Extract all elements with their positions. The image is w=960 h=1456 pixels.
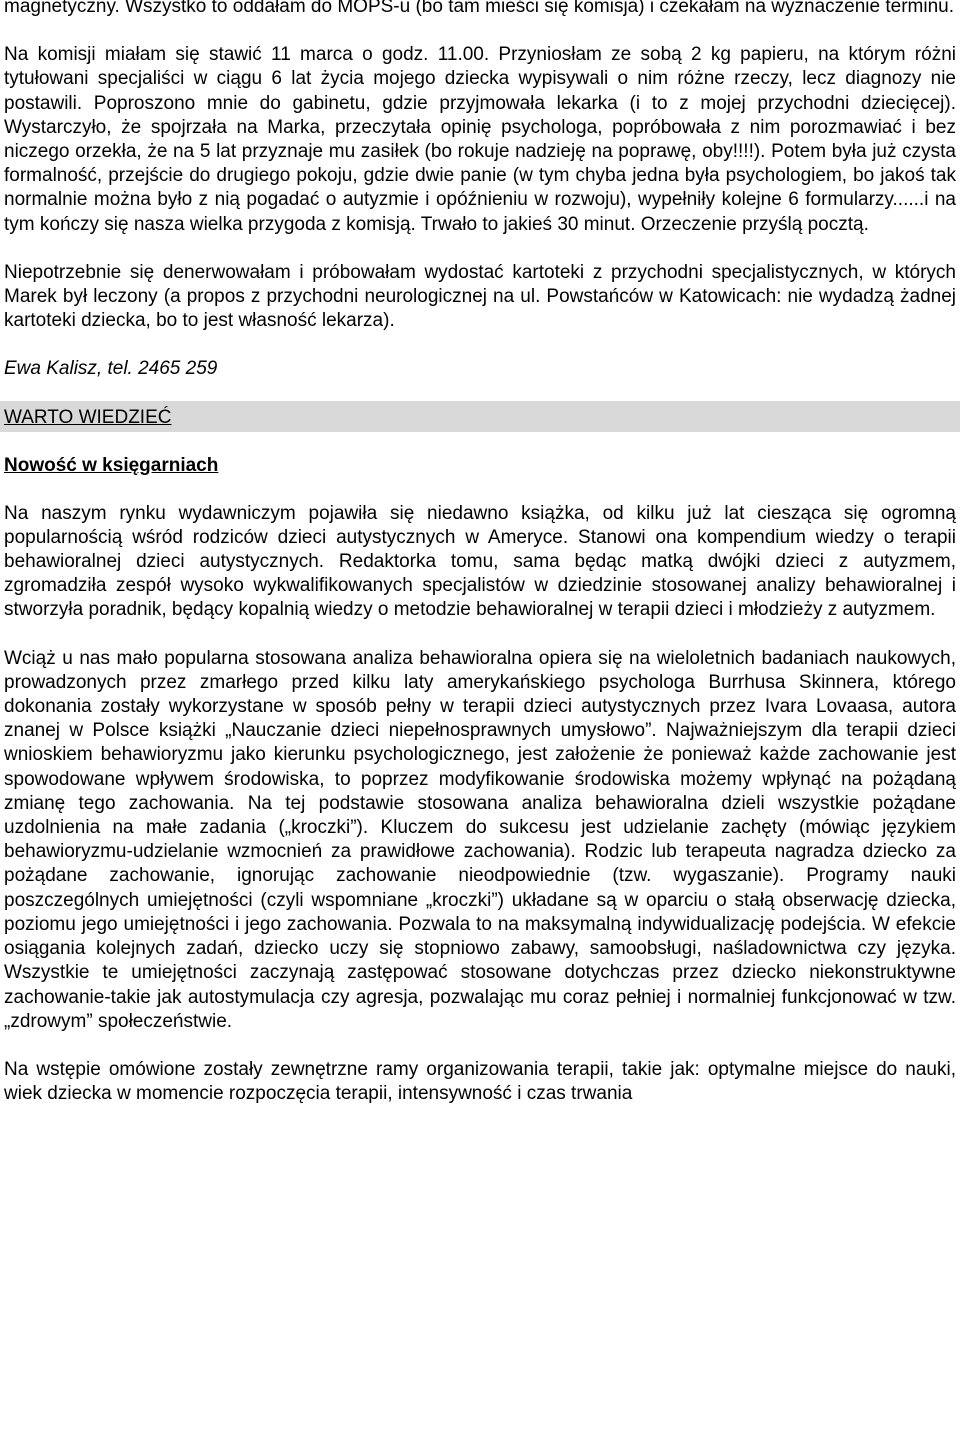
author-signature: Ewa Kalisz, tel. 2465 259 [4, 358, 218, 380]
section-title: WARTO WIEDZIEĆ [4, 407, 172, 429]
paragraph-spacer [4, 623, 956, 647]
section-header-bar [0, 401, 960, 432]
paragraph-therapy-framework: Na wstępie omówione zostały zewnętrzne ramy organizowania terapii, takie jak: optymalne miejsce do nauki, wiek dziecka w momencie rozpoczęcia terapii, intensywność i czas trwania [4, 1058, 956, 1105]
paragraph-behavioral-analysis: Wciąż u nas mało popularna stosowana analiza behawioralna opiera się na wieloletnich badaniach naukowych, prowadzonych przez zmarłego przed kilku laty amerykańskiego psychologa Burrhusa Skinnera, którego dokonania zostały wykorzystane w sposób pełny w terapii dzieci autystycznych przez Ivara Lovaasa, autora znanej w Polsce książki „Nauczanie dzieci niepełnosprawnych umysłowo”. Najważniejszym dla terapii dzieci wnioskiem behawioryzmu jako kierunku psychologicznego, jest założenie że ponieważ każde zachowanie jest spowodowane wpływem środowiska, to poprzez modyfikowanie środowiska możemy wpłynąć na pożądaną zmianę tego zachowania. Na tej podstawie stosowana analiza behawioralna dzieli wszystkie pożądane uzdolnienia na małe zadania („kroczki”). Kluczem do sukcesu jest udzielanie zachęty (mówiąc językiem behawioryzmu-udzielanie wzmocnień za prawidłowe zachowania). Rodzic lub terapeuta nagradza dziecko za pożądane zachowanie, ignorując zachowanie nieodpowiednie (tzw. wygaszanie). Programy nauki poszczególnych umiejętności (czyli wspomniane „kroczki”) układane są w oparciu o stałą obserwację dziecka, poziomu jego umiejętności i jego zachowania. Pozwala to na maksymalną indywidualizację podejścia. W efekcie osiągania kolejnych zadań, dziecko uczy się stopniowo zabawy, samoobsługi, naśladownictwa czy języka. Wszystkie te umiejętności zaczynają zastępować stosowane dotychczas przez dziecko niekonstruktywne zachowanie-takie jak autostymulacja czy agresja, pozwalając mu coraz pełniej i normalniej funkcjonować w tzw. „zdrowym” społeczeństwie. [4, 647, 956, 1032]
paragraph-spacer [4, 19, 956, 43]
paragraph-spacer [4, 478, 956, 502]
section-subheading: Nowość w księgarniach [4, 454, 219, 476]
paragraph-book-intro: Na naszym rynku wydawniczym pojawiła się niedawno książka, od kilku już lat ciesząca się ogromną popularnością wśród rodziców dzieci autystycznych w Ameryce. Stanowi ona kompendium wiedzy o terapii behawioralnej dzieci autystycznych. Redaktorka tomu, sama będąc matką dwójki dzieci z autyzmem, zgromadziła zespół wysoko wykwalifikowanych specjalistów w dziedzinie stosowanej analizy behawioralnej i stworzyła poradnik, będący kopalnią wiedzy o metodzie behawioralnej w terapii dzieci i młodzieży z autyzmem. [4, 502, 956, 621]
paragraph-commission: Na komisji miałam się stawić 11 marca o godz. 11.00. Przyniosłam ze sobą 2 kg papieru, na którym różni tytułowani specjaliści w ciągu 6 lat życia mojego dziecka wypisywali o nim różne rzeczy, lecz diagnozy nie postawili. Poproszono mnie do gabinetu, gdzie przyjmowała lekarka (i to z mojej przychodni dziecięcej). Wystarczyło, że spojrzała na Marka, przeczytała opinię psychologa, popróbowała z nim porozmawiać i bez niczego orzekła, że na 5 lat przyznaje mu zasiłek (bo rokuje nadzieję na poprawę, oby!!!!). Potem była już czysta formalność, przejście do drugiego pokoju, gdzie dwie panie (w tym chyba jedna była psychologiem, bo jakoś tak normalnie można było z nią pogadać o autyzmie i opóźnieniu w rozwoju), wypełniły kolejne 6 formularzy......i na tym kończy się nasza wielka przygoda z komisją. Trwało to jakieś 30 minut. Orzeczenie przyślą pocztą. [4, 44, 956, 235]
paragraph-spacer [4, 237, 956, 261]
paragraph-records: Niepotrzebnie się denerwowałam i próbowałam wydostać kartoteki z przychodni specjalistycznych, w których Marek był leczony (a propos z przychodni neurologicznej na ul. Powstańców w Katowicach: nie wydadzą żadnej kartoteki dziecka, bo to jest własność lekarza). [4, 261, 956, 332]
document-page [4, 0, 956, 1106]
paragraph-continuation: magnetyczny. Wszystko to oddałam do MOPS-u (bo tam mieści się komisja) i czekałam na wyznaczenie terminu. [4, 0, 954, 17]
paragraph-spacer [4, 333, 956, 357]
paragraph-spacer [4, 1034, 956, 1058]
